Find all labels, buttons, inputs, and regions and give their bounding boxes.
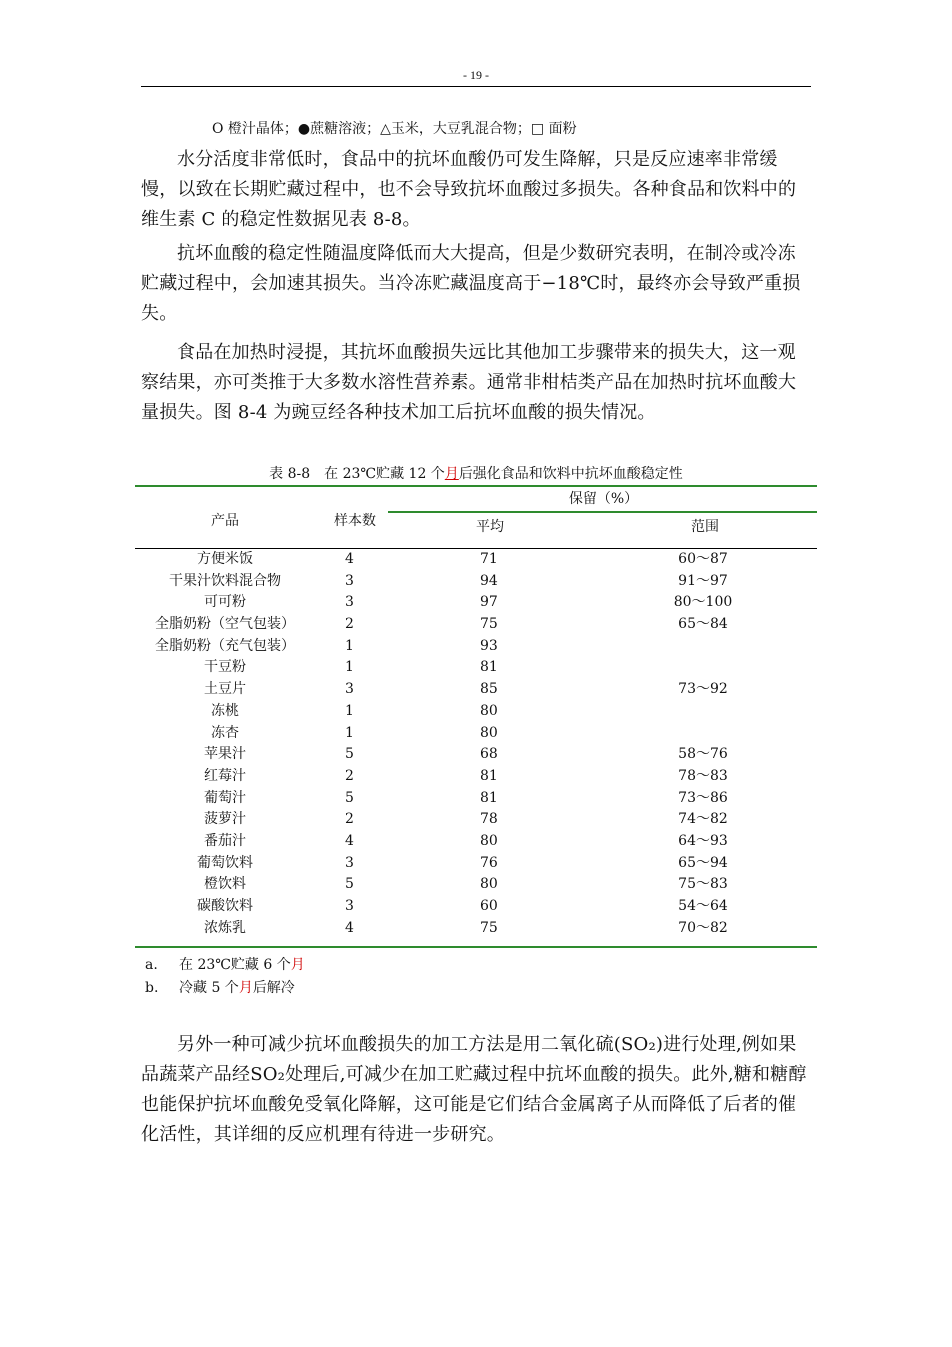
cell-samples: 2 — [345, 767, 354, 784]
cell-product: 全脂奶粉（充气包装） — [155, 637, 295, 654]
table-row — [135, 636, 817, 658]
footnote-highlight: 月 — [238, 980, 253, 996]
table-row — [135, 788, 817, 810]
body-paragraph-3: 食品在加热时浸提，其抗坏血酸损失远比其他加工步骤带来的损失大，这一观察结果，亦可类推于大多数水溶性营养素。通常非柑桔类产品在加热时抗坏血酸大量损失。图 8-4 为豌豆经各种技术加工后抗坏血酸的损失情况。 — [141, 342, 797, 423]
footnote-label: b. — [145, 980, 159, 996]
cell-range: 73～86 — [678, 789, 728, 806]
table-header-retention: 保留（%） — [568, 491, 639, 507]
cell-range: 54～64 — [678, 898, 728, 914]
cell-product: 红莓汁 — [204, 767, 246, 784]
page-number: - 19 - — [463, 68, 489, 82]
header-rule — [141, 86, 811, 87]
table-header-average: 平均 — [476, 519, 504, 535]
cell-average: 97 — [480, 594, 498, 611]
cell-samples: 4 — [345, 832, 354, 849]
table-row — [135, 853, 817, 875]
cell-average: 78 — [480, 811, 498, 828]
footnote-text: 冷藏 5 个 — [179, 980, 239, 996]
cell-product: 菠萝汁 — [204, 811, 246, 828]
table-row — [135, 918, 817, 940]
table-bottom-rule — [135, 946, 817, 948]
cell-average: 80 — [480, 702, 498, 719]
cell-product: 浓炼乳 — [204, 919, 246, 936]
cell-samples: 2 — [345, 811, 354, 828]
closing-paragraph: 另外一种可减少抗坏血酸损失的加工方法是用二氧化硫(SO₂)进行处理,例如果品蔬菜产品经SO₂处理后,可减少在加工贮藏过程中抗坏血酸的损失。此外,糖和糖醇也能保护抗坏血酸免受氧化降解，这可能是它们结合金属离子从而降低了后者的催化活性，其详细的反应机理有待进一步研究。 — [141, 1034, 807, 1145]
cell-product: 全脂奶粉（空气包装） — [155, 616, 295, 633]
cell-range: 58～76 — [678, 746, 728, 763]
cell-product: 葡萄饮料 — [197, 854, 253, 871]
table-row — [135, 744, 817, 766]
cell-range: 65～94 — [678, 854, 728, 871]
cell-samples: 5 — [345, 876, 354, 893]
cell-average: 71 — [480, 551, 498, 567]
footnote-label: a. — [145, 957, 158, 973]
cell-samples: 5 — [345, 789, 354, 806]
cell-samples: 5 — [345, 746, 354, 763]
cell-samples: 1 — [345, 659, 354, 676]
body-paragraph-1: 水分活度非常低时，食品中的抗坏血酸仍可发生降解，只是反应速率非常缓慢，以致在长期贮藏过程中，也不会导致抗坏血酸过多损失。各种食品和饮料中的维生素 C 的稳定性数据见表 8-8。 — [141, 149, 797, 230]
cell-average: 80 — [480, 832, 498, 849]
cell-range: 91～97 — [678, 572, 728, 589]
cell-product: 可可粉 — [204, 594, 246, 611]
cell-product: 碳酸饮料 — [197, 898, 253, 914]
cell-range: 74～82 — [678, 811, 728, 828]
cell-average: 60 — [480, 898, 498, 914]
table-row — [135, 874, 817, 896]
table-row — [135, 809, 817, 831]
table-row — [135, 766, 817, 788]
cell-product: 冻杏 — [211, 724, 239, 741]
table-subheader-rule — [388, 511, 817, 513]
table-row — [135, 896, 817, 918]
cell-range: 73～92 — [678, 681, 728, 698]
cell-product: 干果汁饮料混合物 — [169, 572, 281, 589]
table-header-product: 产品 — [211, 513, 239, 529]
table-body — [135, 549, 817, 939]
table-row — [135, 679, 817, 701]
cell-range: 75～83 — [678, 876, 728, 893]
footnote-text-post: 后解冷 — [252, 980, 295, 996]
cell-samples: 3 — [345, 594, 354, 611]
cell-average: 80 — [480, 724, 498, 741]
table-header-range: 范围 — [691, 519, 719, 535]
cell-samples: 4 — [345, 551, 354, 567]
table-row — [135, 592, 817, 614]
cell-average: 68 — [480, 746, 498, 763]
cell-average: 81 — [480, 789, 498, 806]
table-top-rule — [135, 485, 817, 487]
table-caption — [0, 463, 952, 483]
cell-average: 75 — [480, 616, 498, 633]
cell-average: 76 — [480, 854, 498, 871]
table-caption-pre: 表 8-8 在 23℃贮藏 12 个 — [269, 466, 445, 482]
cell-samples: 3 — [345, 854, 354, 871]
cell-range: 64～93 — [678, 832, 728, 849]
footnote-a — [145, 954, 305, 974]
cell-average: 80 — [480, 876, 498, 893]
table-caption-highlight: 月 — [444, 466, 459, 482]
table-caption-post: 后强化食品和饮料中抗坏血酸稳定性 — [458, 466, 683, 482]
cell-product: 冻桃 — [211, 702, 239, 719]
cell-samples: 3 — [345, 898, 354, 914]
footnote-text: 在 23℃贮藏 6 个 — [179, 957, 291, 973]
cell-average: 85 — [480, 681, 498, 698]
cell-average: 93 — [480, 637, 498, 654]
cell-samples: 3 — [345, 572, 354, 589]
cell-range: 65～84 — [678, 616, 728, 633]
figure-legend: O 橙汁晶体；●蔗糖溶液；△玉米，大豆乳混合物；□ 面粉 — [212, 121, 577, 137]
table-row — [135, 549, 817, 571]
cell-range: 60～87 — [678, 551, 728, 567]
table-header-samples: 样本数 — [334, 513, 376, 529]
footnote-b — [145, 977, 295, 997]
cell-product: 干豆粉 — [204, 659, 246, 676]
cell-range: 78～83 — [678, 767, 728, 784]
cell-product: 葡萄汁 — [204, 789, 246, 806]
table-row — [135, 723, 817, 745]
cell-samples: 3 — [345, 681, 354, 698]
cell-range: 70～82 — [678, 919, 728, 936]
cell-samples: 1 — [345, 724, 354, 741]
cell-product: 橙饮料 — [204, 876, 246, 893]
table-row — [135, 614, 817, 636]
cell-range: 80～100 — [673, 594, 733, 611]
table-row — [135, 701, 817, 723]
cell-samples: 1 — [345, 637, 354, 654]
cell-samples: 1 — [345, 702, 354, 719]
table-row — [135, 657, 817, 679]
footnote-highlight: 月 — [290, 957, 305, 973]
cell-average: 94 — [480, 572, 498, 589]
cell-product: 土豆片 — [204, 681, 246, 698]
table-row — [135, 571, 817, 593]
cell-average: 75 — [480, 919, 498, 936]
cell-product: 番茄汁 — [204, 832, 246, 849]
cell-samples: 4 — [345, 919, 354, 936]
table-row — [135, 831, 817, 853]
cell-average: 81 — [480, 659, 498, 676]
cell-average: 81 — [480, 767, 498, 784]
cell-samples: 2 — [345, 616, 354, 633]
body-paragraph-2: 抗坏血酸的稳定性随温度降低而大大提高，但是少数研究表明，在制冷或冷冻贮藏过程中，会加速其损失。当冷冻贮藏温度高于−18℃时，最终亦会导致严重损失。 — [141, 243, 801, 324]
cell-product: 方便米饭 — [197, 551, 253, 567]
cell-product: 苹果汁 — [204, 746, 246, 763]
